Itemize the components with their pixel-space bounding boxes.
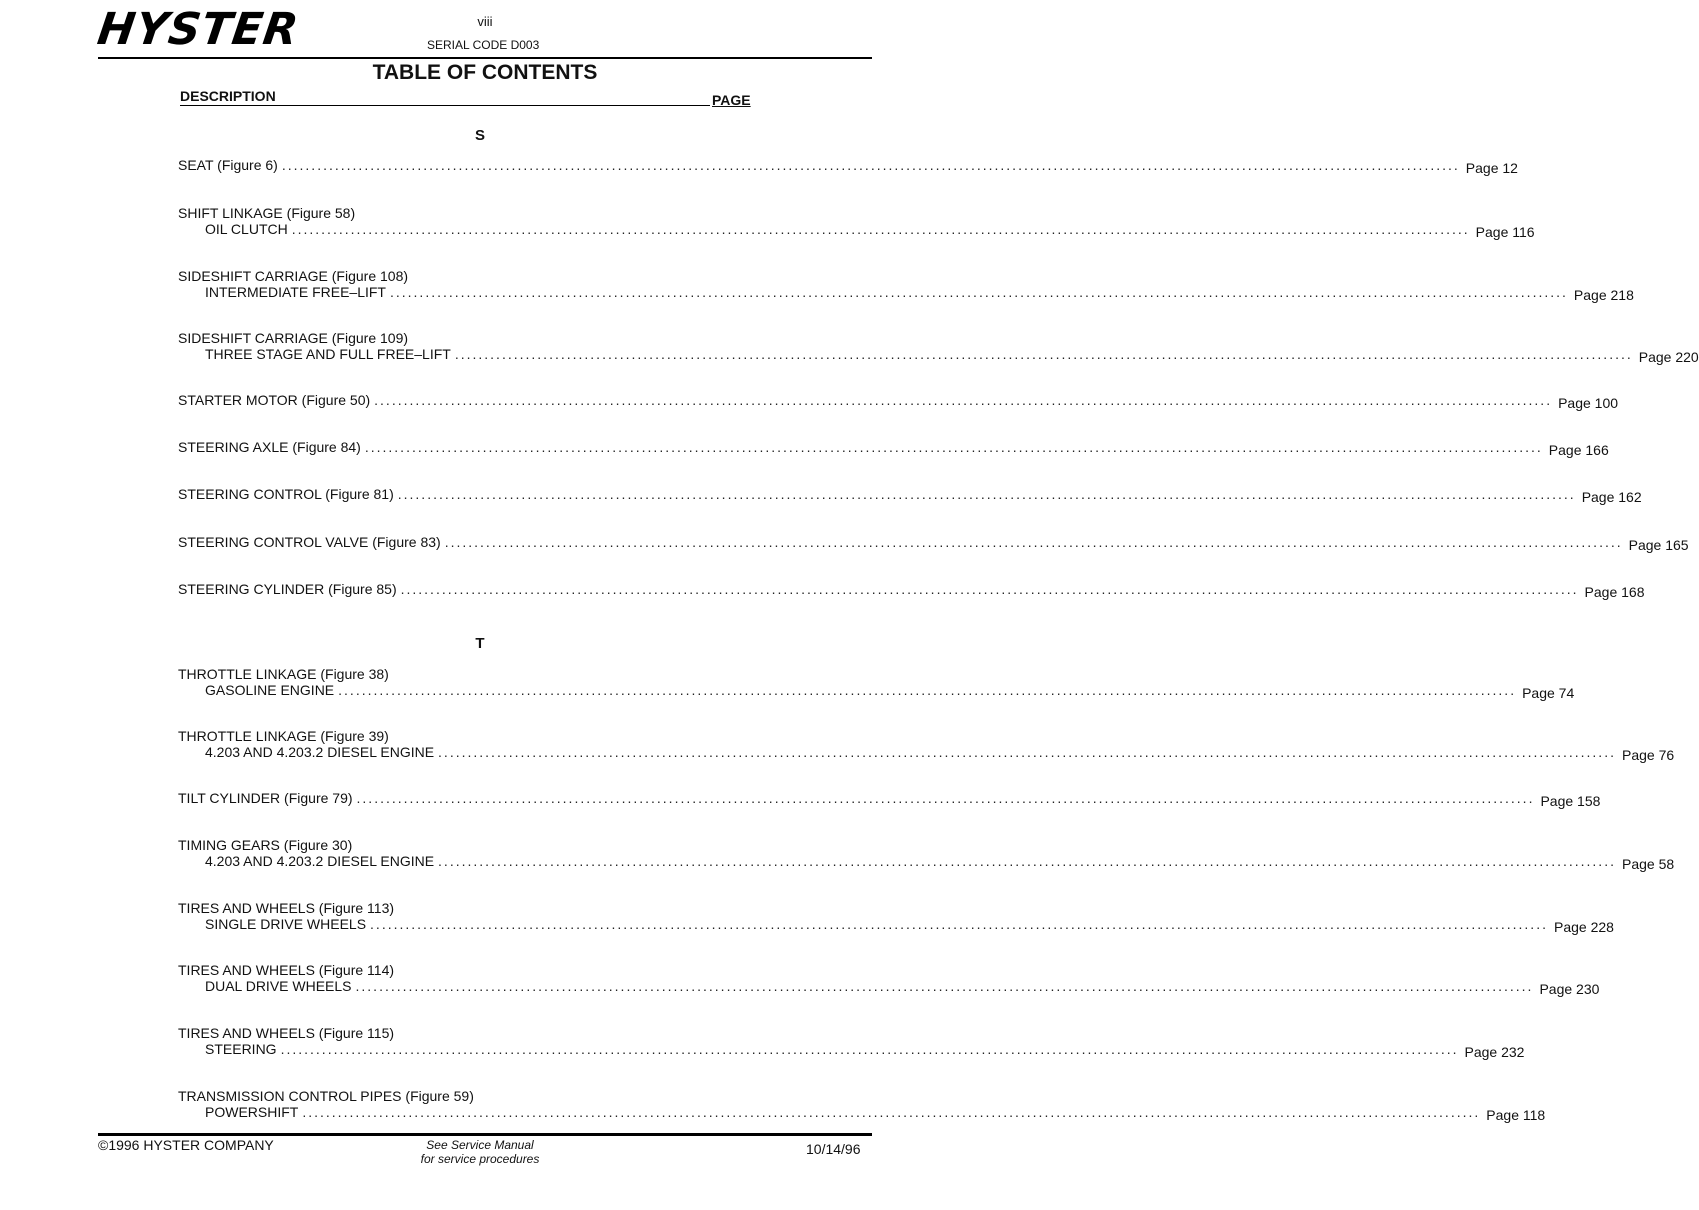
entry-title: TRANSMISSION CONTROL PIPES (Figure 59): [178, 1088, 474, 1104]
page-number: viii: [477, 14, 493, 29]
dot-leader: ........................................................................................................................................................................................................: [355, 978, 1534, 994]
entry-label: INTERMEDIATE FREE–LIFT: [205, 284, 386, 300]
service-manual-note: [400, 1138, 560, 1166]
entry-page: Page 168: [1584, 584, 1645, 600]
entry-label: STEERING: [205, 1041, 277, 1057]
entry-page: Page 165: [1628, 537, 1689, 553]
toc-entry: [178, 1088, 1546, 1123]
toc-entry: [178, 728, 1675, 763]
entry-page: Page 116: [1475, 224, 1535, 240]
entry-page: Page 58: [1621, 856, 1675, 872]
toc-entry: [178, 581, 1645, 600]
entry-label: 4.203 AND 4.203.2 DIESEL ENGINE: [205, 853, 435, 869]
dot-leader: ........................................................................................................................................................................................................: [338, 682, 1517, 698]
entry-page: Page 218: [1573, 287, 1634, 303]
entry-label: OIL CLUTCH: [205, 221, 288, 237]
service-manual-note-line2: for service procedures: [420, 1152, 540, 1166]
copyright: ©1996 HYSTER COMPANY: [98, 1137, 274, 1153]
entry-label: POWERSHIFT: [205, 1104, 299, 1120]
dot-leader: ........................................................................................................................................................................................................: [397, 486, 1576, 502]
entry-title: THROTTLE LINKAGE (Figure 39): [178, 728, 389, 744]
service-manual-note-line1: See Service Manual: [426, 1138, 534, 1152]
dot-leader: ........................................................................................................................................................................................................: [444, 534, 1623, 550]
header-rule: [98, 57, 872, 59]
toc-entry: [178, 330, 1699, 365]
entry-page: Page 162: [1581, 489, 1642, 505]
section-letter-s: S: [474, 127, 485, 144]
entry-page: Page 158: [1540, 793, 1601, 809]
entry-label: STEERING CONTROL VALVE (Figure 83): [178, 534, 441, 550]
section-letter-t: T: [475, 635, 485, 652]
entry-label: SINGLE DRIVE WHEELS: [205, 916, 367, 932]
footer-rule: [98, 1133, 872, 1136]
entry-label: STEERING CONTROL (Figure 81): [178, 486, 394, 502]
entry-title: TIRES AND WHEELS (Figure 115): [178, 1025, 395, 1041]
toc-entry: [178, 439, 1609, 458]
entry-label: SEAT (Figure 6): [178, 157, 278, 173]
entry-page: Page 228: [1553, 919, 1614, 935]
dot-leader: ........................................................................................................................................................................................................: [438, 744, 1616, 760]
entry-page: Page 74: [1522, 685, 1575, 701]
toc-entry: [178, 534, 1689, 553]
description-underline: [180, 105, 710, 106]
entry-label: STEERING CYLINDER (Figure 85): [178, 581, 397, 597]
entry-label: GASOLINE ENGINE: [205, 682, 335, 698]
dot-leader: ........................................................................................................................................................................................................: [291, 221, 1470, 237]
entry-page: Page 220: [1638, 349, 1699, 365]
entry-page: Page 166: [1548, 442, 1609, 458]
revision-date: 10/14/96: [806, 1141, 861, 1157]
entry-title: SIDESHIFT CARRIAGE (Figure 108): [178, 268, 409, 284]
description-column-header: DESCRIPTION: [180, 88, 276, 104]
toc-entry: [178, 837, 1675, 872]
entry-page: Page 230: [1539, 981, 1600, 997]
toc-entry: [178, 962, 1600, 997]
toc-entry: [178, 790, 1601, 809]
dot-leader: ........................................................................................................................................................................................................: [454, 346, 1633, 362]
toc-entry: [178, 1025, 1525, 1060]
toc-entry: [178, 157, 1518, 176]
entry-label: TILT CYLINDER (Figure 79): [178, 790, 353, 806]
entry-page: Page 76: [1621, 747, 1675, 763]
dot-leader: ........................................................................................................................................................................................................: [364, 439, 1543, 455]
entry-page: Page 232: [1464, 1044, 1525, 1060]
dot-leader: ........................................................................................................................................................................................................: [400, 581, 1579, 597]
entry-label: 4.203 AND 4.203.2 DIESEL ENGINE: [205, 744, 435, 760]
entry-title: TIRES AND WHEELS (Figure 114): [178, 962, 395, 978]
entry-label: STARTER MOTOR (Figure 50): [178, 392, 371, 408]
toc-entry: [178, 205, 1535, 240]
toc-entry: [178, 392, 1619, 411]
entry-page: Page 12: [1465, 160, 1518, 176]
dot-leader: ........................................................................................................................................................................................................: [389, 284, 1568, 300]
entry-page: Page 118: [1486, 1107, 1546, 1123]
entry-title: SIDESHIFT CARRIAGE (Figure 109): [178, 330, 409, 346]
dot-leader: ........................................................................................................................................................................................................: [280, 1041, 1459, 1057]
page-column-header: PAGE: [712, 92, 751, 108]
dot-leader: ........................................................................................................................................................................................................: [281, 157, 1460, 173]
entry-label: DUAL DRIVE WHEELS: [205, 978, 352, 994]
page-title: TABLE OF CONTENTS: [372, 61, 598, 84]
dot-leader: ........................................................................................................................................................................................................: [370, 916, 1548, 932]
entry-title: TIRES AND WHEELS (Figure 113): [178, 900, 395, 916]
entry-label: THREE STAGE AND FULL FREE–LIFT: [205, 346, 451, 362]
dot-leader: ........................................................................................................................................................................................................: [302, 1104, 1481, 1120]
dot-leader: ........................................................................................................................................................................................................: [374, 392, 1553, 408]
entry-title: THROTTLE LINKAGE (Figure 38): [178, 666, 389, 682]
dot-leader: ........................................................................................................................................................................................................: [438, 853, 1616, 869]
toc-entry: [178, 900, 1614, 935]
toc-entry: [178, 486, 1642, 505]
entry-page: Page 100: [1558, 395, 1619, 411]
entry-label: STEERING AXLE (Figure 84): [178, 439, 361, 455]
serial-code: SERIAL CODE D003: [427, 38, 540, 52]
entry-title: SHIFT LINKAGE (Figure 58): [178, 205, 356, 221]
hyster-logo: HYSTER: [94, 4, 302, 55]
toc-entry: [178, 666, 1575, 701]
toc-entry: [178, 268, 1634, 303]
entry-title: TIMING GEARS (Figure 30): [178, 837, 353, 853]
dot-leader: ........................................................................................................................................................................................................: [356, 790, 1535, 806]
